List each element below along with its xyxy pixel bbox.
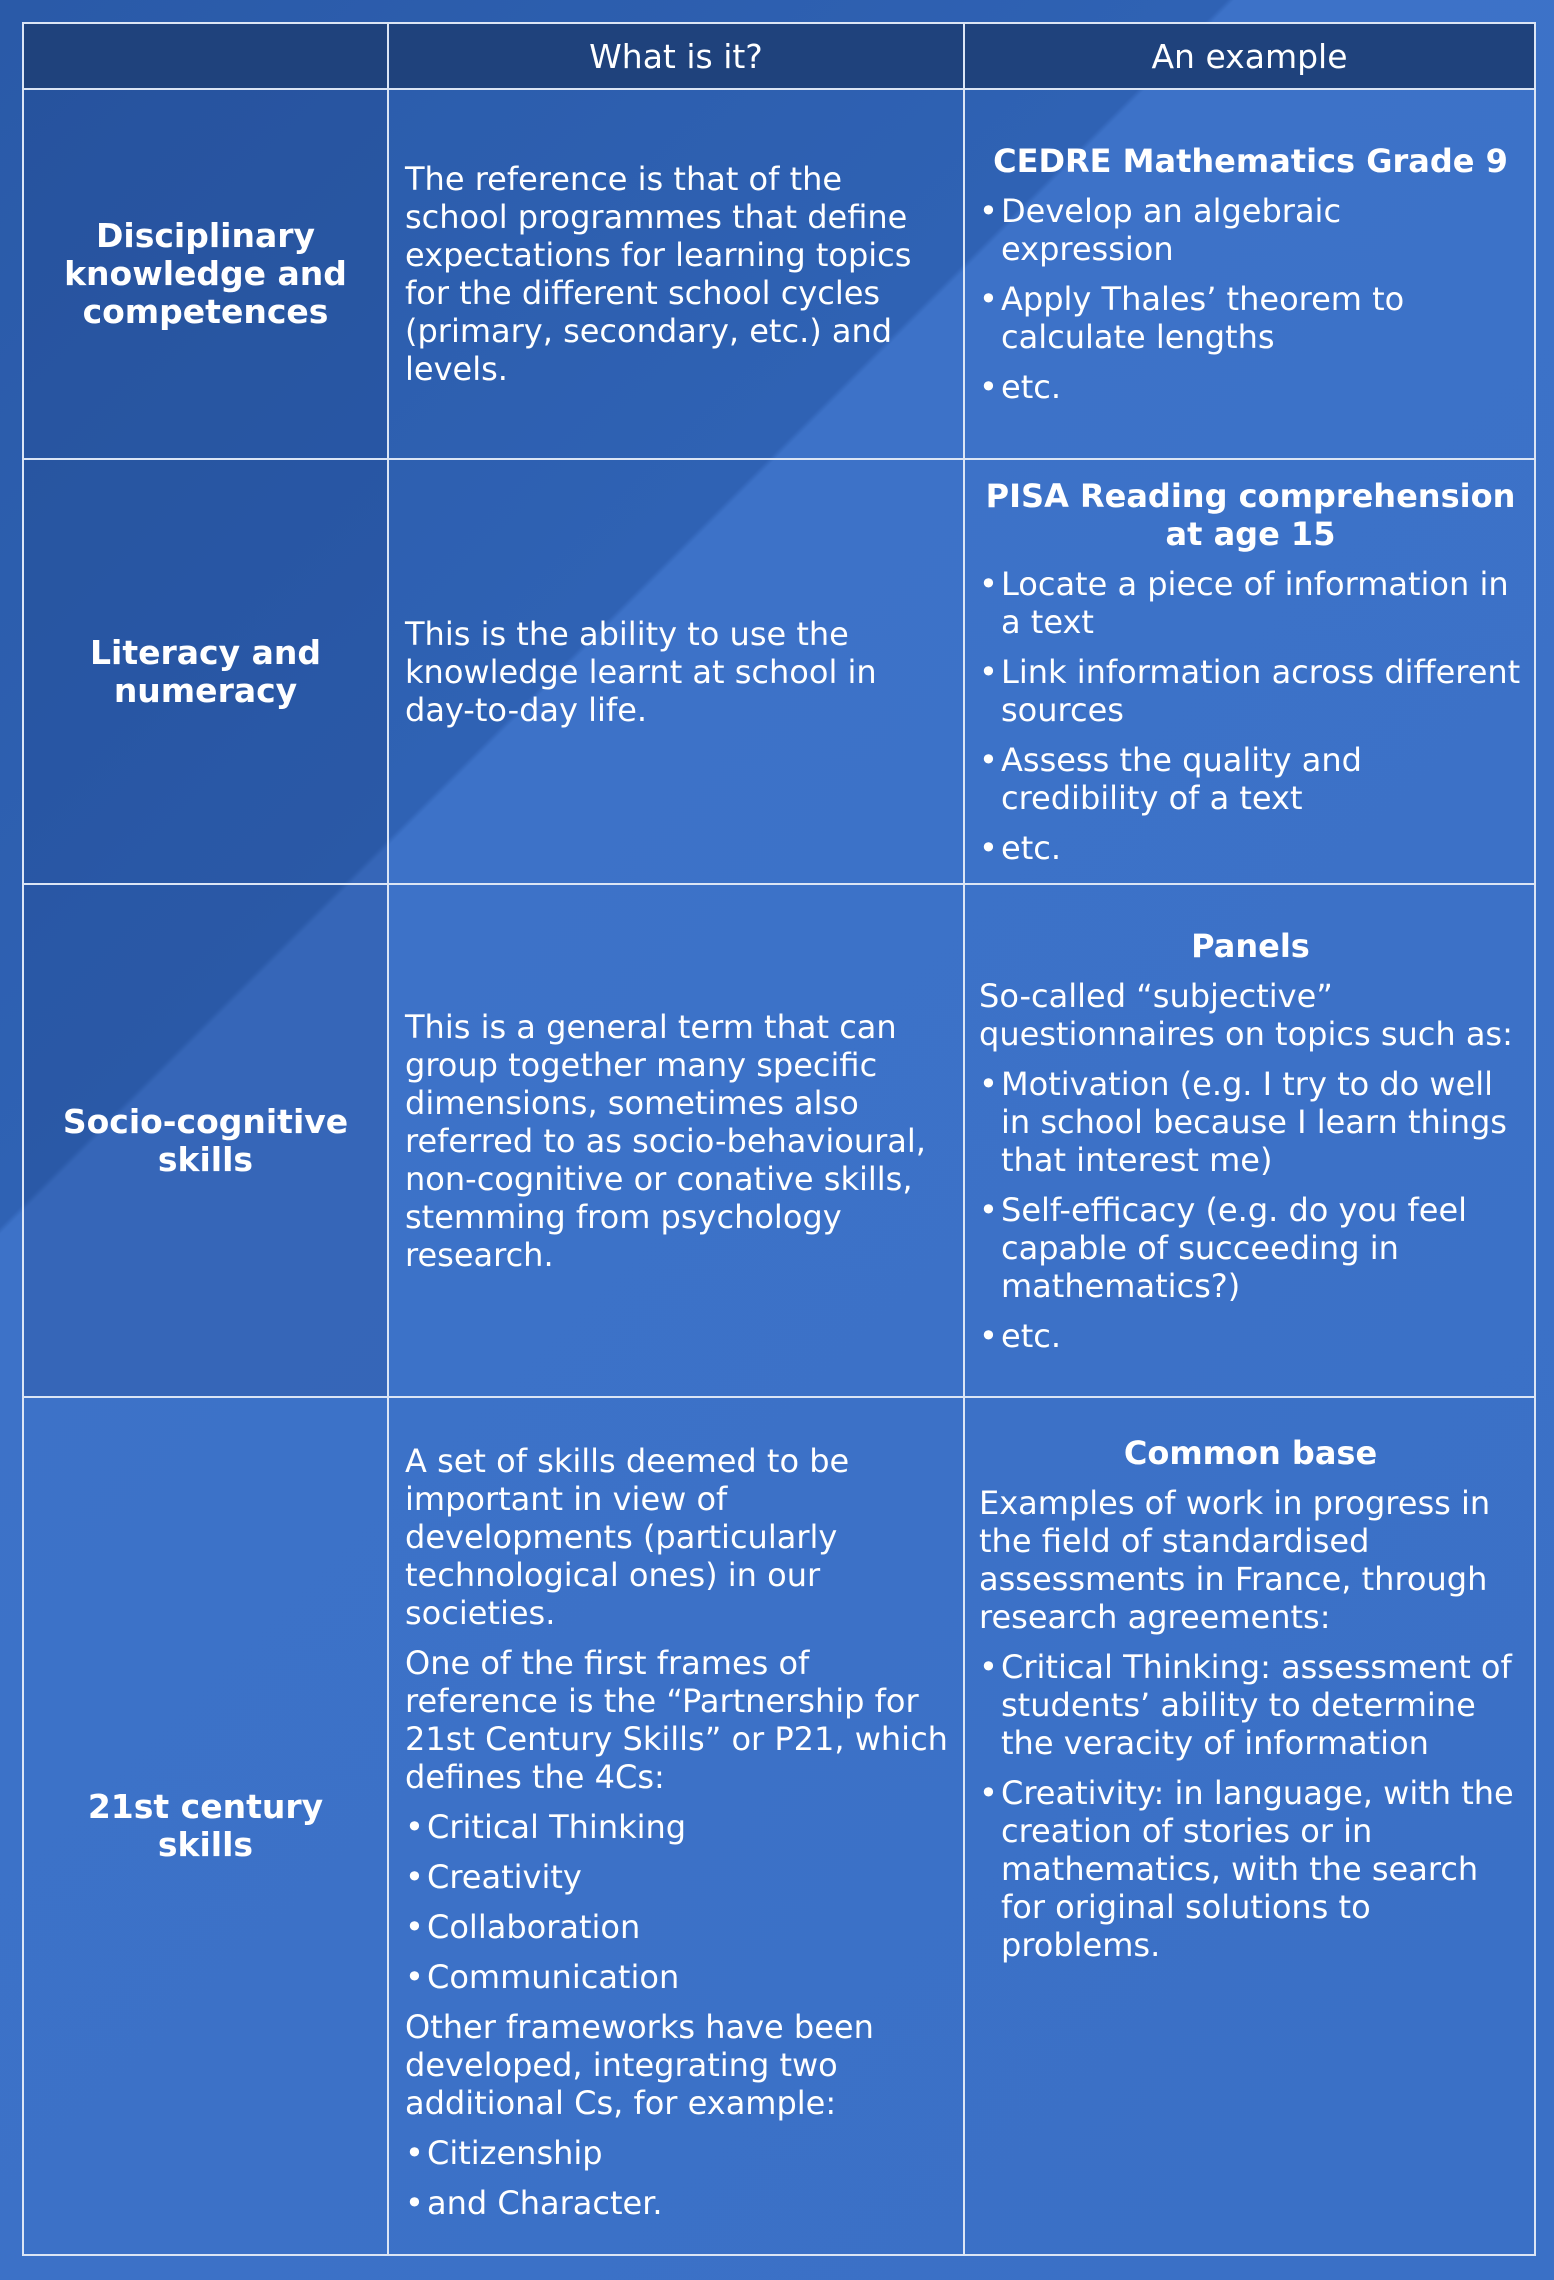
example-intro: So-called “subjective” questionnaires on topics such as: bbox=[979, 976, 1513, 1053]
list-item: • Creativity bbox=[405, 1858, 949, 1896]
example-intro: Examples of work in progress in the field of standardised assessments in France, through research agreements: bbox=[979, 1484, 1491, 1636]
list-item: • Citizenship bbox=[405, 2134, 949, 2172]
example-title: Panels bbox=[1191, 926, 1310, 965]
list-item: • Creativity: in language, with the creation of stories or in mathematics, with the search for original solutions to problems. bbox=[979, 1774, 1522, 1964]
list-item: • and Character. bbox=[405, 2184, 949, 2222]
list-item: • etc. bbox=[979, 368, 1522, 406]
description-text: A set of skills deemed to be important in view of developments (particularly technological ones) in our societies. bbox=[405, 1442, 850, 1632]
description-text: This is a general term that can group together many specific dimensions, sometimes also referred to as socio-behavioural, non-cognitive or conative skills, stemming from psychology research. bbox=[405, 1007, 926, 1274]
list-item: • Collaboration bbox=[405, 1908, 949, 1946]
row-description bbox=[388, 1397, 964, 2255]
list-item: • Locate a piece of information in a text bbox=[979, 565, 1522, 641]
header-empty bbox=[23, 23, 388, 89]
example-title: Common base bbox=[1123, 1434, 1378, 1472]
row-description bbox=[388, 459, 964, 884]
example-title: PISA Reading comprehension at age 15 bbox=[985, 476, 1516, 553]
table-row bbox=[23, 884, 1535, 1397]
list-item: • Critical Thinking: assessment of students’ ability to determine the veracity of information bbox=[979, 1648, 1522, 1762]
list-item: • Critical Thinking bbox=[405, 1808, 949, 1846]
description-text: The reference is that of the school programmes that define expectations for learning topics for the different school cycles (primary, secondary, etc.) and levels. bbox=[405, 160, 912, 388]
list-item: • Link information across different sources bbox=[979, 653, 1522, 729]
example-list bbox=[979, 1648, 1522, 1964]
description-text: One of the first frames of reference is the “Partnership for 21st Century Skills” or P21, which defines the 4Cs: bbox=[405, 1644, 948, 1796]
row-label: Literacy and numeracy bbox=[23, 459, 388, 884]
description-list bbox=[405, 1808, 949, 1996]
table-row bbox=[23, 459, 1535, 884]
row-example bbox=[964, 89, 1535, 459]
list-item: • Develop an algebraic expression bbox=[979, 192, 1522, 268]
row-example bbox=[964, 884, 1535, 1397]
description-text: This is the ability to use the knowledge learnt at school in day-to-day life. bbox=[405, 614, 877, 729]
description-text: Other frameworks have been developed, integrating two additional Cs, for example: bbox=[405, 2008, 874, 2122]
list-item: • Apply Thales’ theorem to calculate lengths bbox=[979, 280, 1522, 356]
list-item: • Communication bbox=[405, 1958, 949, 1996]
description-list bbox=[405, 2134, 949, 2222]
skills-table bbox=[22, 22, 1536, 2256]
example-title: CEDRE Mathematics Grade 9 bbox=[993, 142, 1508, 180]
list-item: • etc. bbox=[979, 1317, 1522, 1355]
list-item: • Assess the quality and credibility of a text bbox=[979, 741, 1522, 817]
header-what-is-it: What is it? bbox=[388, 23, 964, 89]
example-list bbox=[979, 1065, 1522, 1355]
row-label: Disciplinary knowledge and competences bbox=[23, 89, 388, 459]
list-item: • Self-efficacy (e.g. do you feel capable of succeeding in mathematics?) bbox=[979, 1191, 1522, 1305]
header-example: An example bbox=[964, 23, 1535, 89]
list-item: • Motivation (e.g. I try to do well in school because I learn things that interest me) bbox=[979, 1065, 1522, 1179]
row-example bbox=[964, 459, 1535, 884]
row-description bbox=[388, 884, 964, 1397]
table-row bbox=[23, 89, 1535, 459]
row-label: Socio-cognitive skills bbox=[23, 884, 388, 1397]
example-list bbox=[979, 565, 1522, 867]
row-description bbox=[388, 89, 964, 459]
example-list bbox=[979, 192, 1522, 406]
list-item: • etc. bbox=[979, 829, 1522, 867]
table-row bbox=[23, 1397, 1535, 2255]
row-example bbox=[964, 1397, 1535, 2255]
row-label: 21st century skills bbox=[23, 1397, 388, 2255]
table-header-row bbox=[23, 23, 1535, 89]
